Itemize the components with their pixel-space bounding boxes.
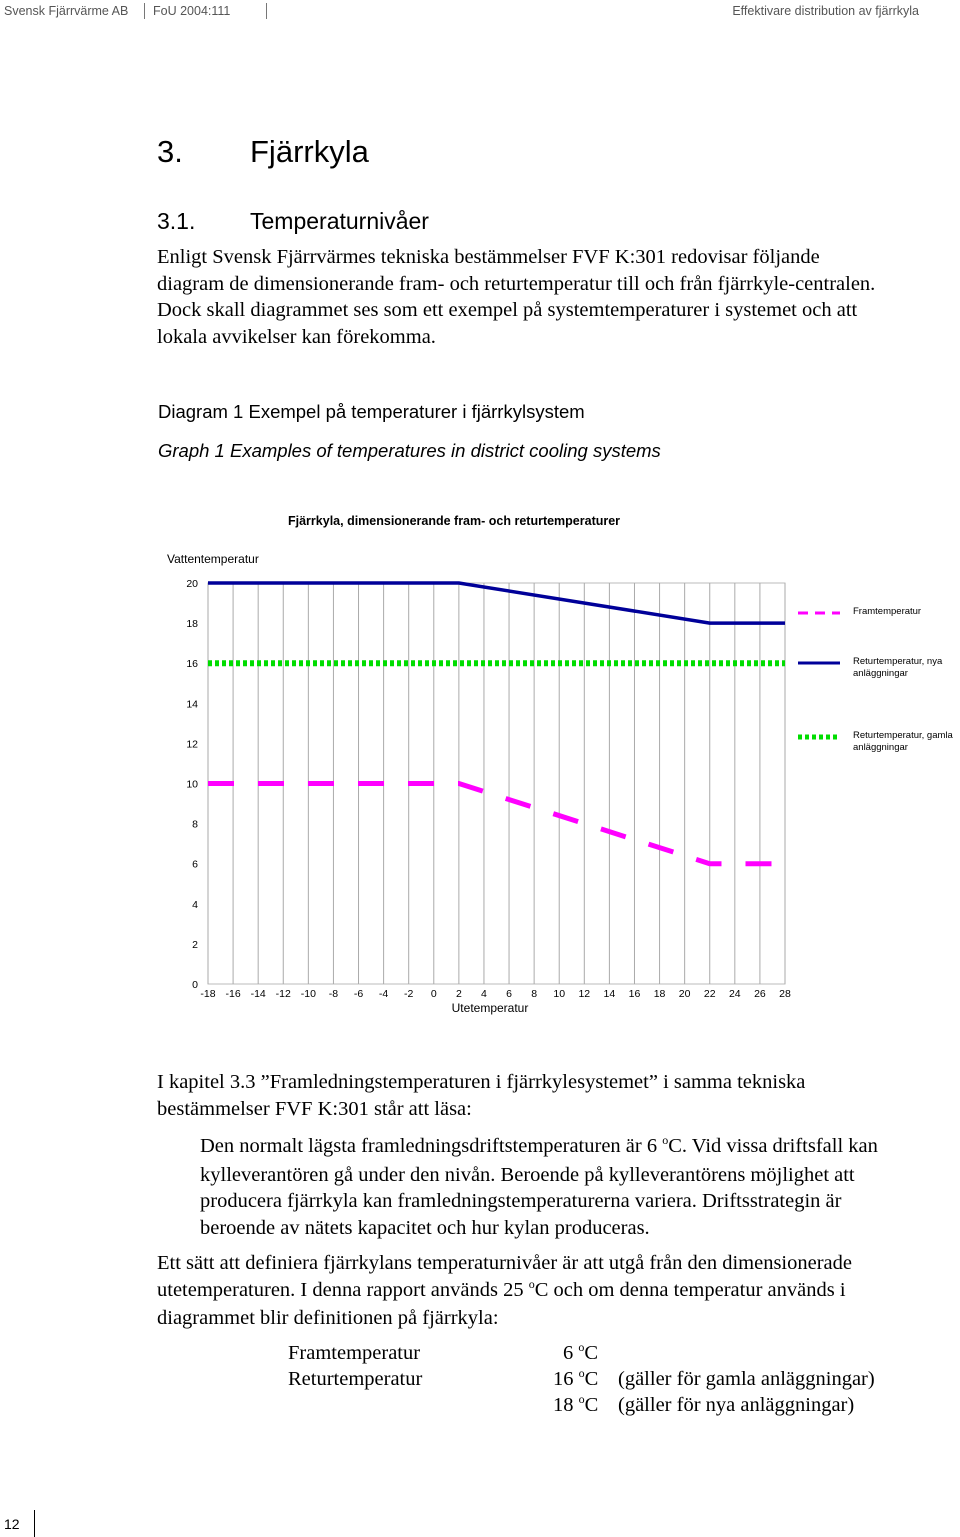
figure-caption-english: Graph 1 Examples of temperatures in district cooling systems [158,440,661,461]
subsection-heading [157,208,429,235]
x-tick-label: 16 [628,988,641,1000]
header-divider [266,3,267,19]
y-tick-label: 16 [186,658,198,671]
section-number: 3. [157,134,183,169]
value-number: 6 [563,1342,579,1364]
block-quote [200,1133,900,1241]
y-tick-label: 20 [186,578,198,590]
running-header [0,0,960,24]
x-tick-label: -12 [275,988,291,1000]
y-tick-label: 0 [192,979,198,991]
x-tick-label: 22 [703,988,716,1000]
definition-note: (gäller för nya anläggningar) [618,1394,855,1416]
value-number: 16 [553,1368,579,1390]
y-tick-label: 4 [192,898,198,911]
intro-paragraph: Enligt Svensk Fjärrvärmes tekniska bestämmelser FVF K:301 redovisar följande diagram de dimensionerande fram- och returtemperatur till och från fjärrkyle-centralen. Dock skall diagrammet ses som ett exempel på systemtemperaturer i systemet och att lokala avvikelser kan förekomma. [157,246,876,348]
quote-text: kan kylleverantören gå under den nivån. Beroende på kylleverantörens möjlighet att producera fjärrkyla kan framledningstemperaturerna variera. Driftsstrategin är beroende av nätets kapacitet och hur kylan produceras. [200,1135,878,1239]
series-line [208,583,785,623]
definition-label: Framtemperatur [288,1342,421,1364]
degree-superscript: o [662,1133,669,1147]
paragraph-chapter-reference: I kapitel 3.3 ”Framledningstemperaturen i fjärrkylesystemet” i samma tekniska bestämmelser FVF K:301 står att läsa: [157,1071,806,1120]
y-tick-label: 2 [192,938,198,951]
y-tick-label: 14 [186,698,198,711]
legend-label: Returtemperatur, nya [853,656,943,667]
definition-value [553,1394,598,1417]
legend-label: anläggningar [853,668,908,679]
x-tick-label: -18 [200,988,216,1000]
degree-superscript: o [578,1366,585,1380]
header-organization: Svensk Fjärrvärme AB [4,4,129,18]
value-number: 18 [553,1394,579,1416]
x-tick-label: -14 [250,988,266,1000]
x-tick-label: 24 [728,988,741,1000]
value-unit: C [584,1342,599,1364]
degree-superscript: o [578,1392,585,1406]
section-heading [157,134,369,170]
page-number: 12 [4,1516,20,1532]
x-tick-label: 6 [506,988,512,1000]
definition-value [563,1342,598,1365]
x-tick-label: 18 [653,988,666,1000]
definition-value [553,1368,598,1391]
figure-caption-swedish: Diagram 1 Exempel på temperaturer i fjärrkylsystem [158,401,585,422]
y-tick-label: 10 [186,778,198,791]
value-unit: C [584,1394,599,1416]
x-tick-label: 26 [754,988,766,1000]
header-report-title: Effektivare distribution av fjärrkyla [732,4,919,18]
definition-label: Returtemperatur [288,1368,423,1390]
legend-label: Returtemperatur, gamla [853,730,953,741]
quote-text: Den normalt lägsta framledningsdriftstemperaturen är 6 [200,1135,663,1157]
paragraph-text: C och om denna temperatur används i diagrammet blir definitionen på fjärrkyla: [157,1278,846,1329]
x-tick-label: 28 [779,988,791,1000]
header-divider [144,3,145,19]
x-axis-label: Utetemperatur [451,1001,529,1015]
x-tick-label: -10 [300,988,316,1000]
value-unit: C [584,1368,599,1390]
x-tick-label: -8 [328,988,339,1000]
y-tick-label: 12 [186,738,198,751]
plot-area [208,583,785,984]
x-tick-label: -2 [404,988,414,1000]
header-report-number: FoU 2004:111 [153,4,231,18]
x-tick-label: 20 [678,988,691,1000]
y-tick-label: 8 [192,818,198,831]
paragraph-text: Ett sätt att definiera fjärrkylans temperaturnivåer är att utgå från den dimensionerade utetemperaturen. I denna rapport används 25 [157,1252,852,1301]
x-tick-label: 0 [430,988,437,1000]
series-line [208,784,785,864]
footer-divider [34,1510,35,1537]
legend-label: anläggningar [853,742,908,753]
y-tick-label: 18 [186,618,198,631]
x-tick-label: 2 [455,988,462,1000]
x-tick-label: 14 [603,988,616,1000]
temperature-chart [140,500,960,1025]
x-tick-label: -16 [225,988,241,1000]
x-tick-label: 12 [578,988,591,1000]
y-axis-label: Vattentemperatur [167,552,259,566]
degree-superscript: o [578,1340,585,1354]
x-tick-label: -6 [353,988,364,1000]
x-tick-label: 8 [531,988,538,1000]
chart-title: Fjärrkyla, dimensionerande fram- och returtemperaturer [288,514,621,528]
x-tick-label: -4 [378,988,389,1000]
subsection-number: 3.1. [157,208,196,234]
section-title: Fjärrkyla [250,134,369,169]
quote-text: C. Vid vissa driftsfall [668,1135,844,1157]
y-tick-label: 6 [192,858,198,871]
degree-superscript: o [528,1276,535,1291]
subsection-title: Temperaturnivåer [250,208,429,234]
definition-note: (gäller för gamla anläggningar) [618,1368,875,1390]
legend-label: Framtemperatur [853,606,922,617]
x-tick-label: 10 [553,988,566,1000]
x-tick-label: 4 [481,988,487,1000]
paragraph-definition-intro [157,1250,907,1332]
